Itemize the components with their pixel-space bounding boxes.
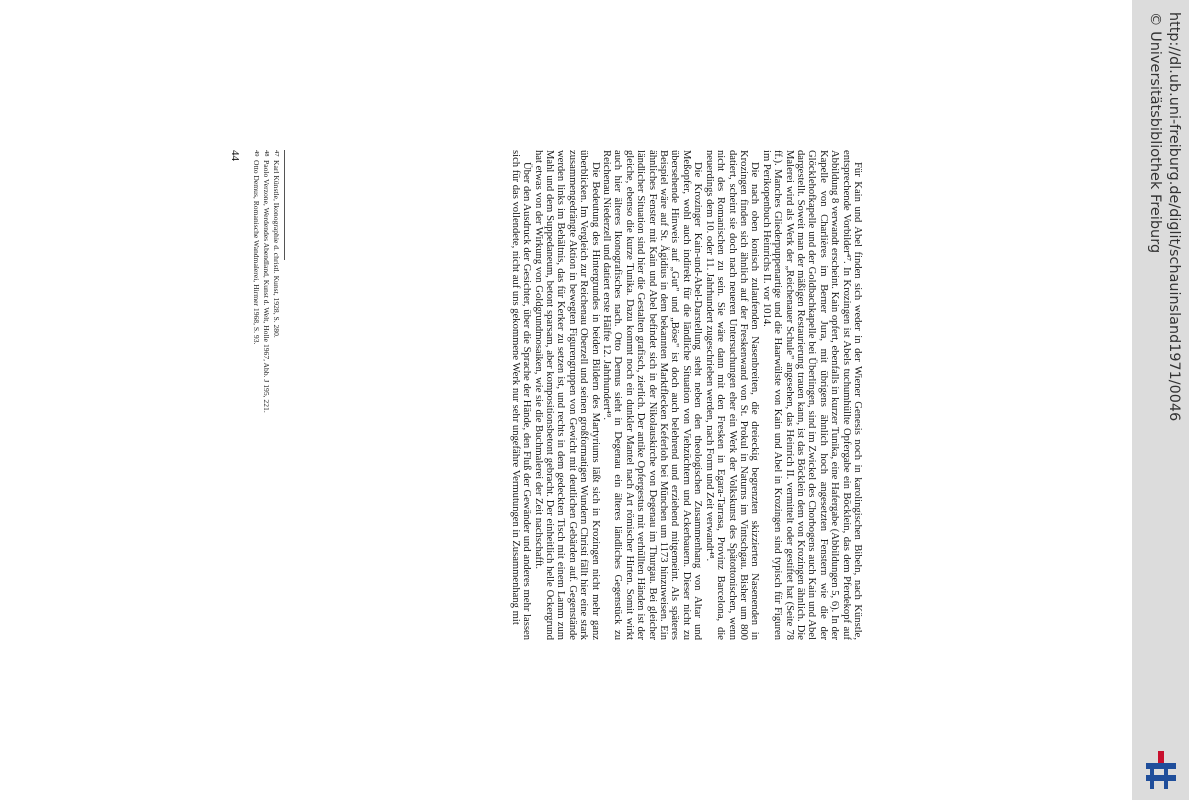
footnote-number: 49 [253,150,260,157]
paragraph: Die Bedeutung des Hintergrundes in beiden Bildern des Martyriums läßt sich in Krozingen nicht mehr ganz überblicken. Im Vergleich zur Reichenau Oberzell und seinen großformatigen Wundern Christi fällt hier eine stark zusammengedrängte Aktion in bewegten Figurengruppen von Gewicht mit deutlichen Gebärden auf. Gegenstände werden links im Behältnis, das für Kerker zu setzen ist, und rechts in dem gedeckten Tisch mit einem Lamm zum Mahl und dem Suppedaneum, betont sparsam, aber kompositionsbetont gebracht. Der einheitlich helle Ockergrund hat etwas von der Wirkung von Goldgrundmosaiken, wie sie die Buchmalerei der Zeit nachschafft. [532,150,601,640]
footnotes [251,150,281,640]
footnote-text: Otto Demus, Romanische Wandmalerei, Hirmer 1968, S. 93. [252,160,261,345]
footnote-rule [284,150,285,260]
paragraph: Für Kain und Abel finden sich weder in der Wiener Genesis noch in karolingischen Bibeln, nach Künstle, entsprechende Vorbilder⁴⁷. In Krozingen ist Abels tuchumhüllte Opfergabe ein Böcklein, das dem Pferdekopf auf Abbildung 8 verwandt erscheint. Kain opfert, ebenfalls in kurzer Tunika, eine Hafergabe (Abbildungen 5, 6). In der Kapelle von Charlières im Berner Jura, mit übrigens ähnlich hoch angesetzten Fenstern wie die der Glöcklehofkapelle und der Goldbachkapelle bei Überlingen, sind im Zwickel des Chorbogens auch Kain und Abel dargestellt. Soweit man der mäßigen Restaurierung trauen kann, ist das Böcklein dem von Krozingen ähnlich. Die Malerei wird als Werk der „Reichenauer Schule" angesehen, das Heinrich II. vermittelt oder gestiftet hat (Seite 78 ff.). Manches Gliederpuppenartige und die Haarwülste von Kain und Abel in Krozingen sind typisch für Figuren im Perikopenbuch Heinrichs II. vor 1014. [760,150,863,640]
footnote-text: Paolo Verzone, Werdendes Abendland, Kunst d. Welt, Holle 1967, Abb. J 195, 221. [262,160,271,413]
footnote-48 [261,150,271,640]
footnote-49 [251,150,261,640]
paragraph: Die nach oben konisch zulaufenden Nasenbreiten, die dreieckig begrenzten skizzierten Nasenenden in Krozingen finden sich ähnlich auf der Freskenwand von St. Prokul in Naturns im Vintschgau. Bisher um 800 datiert, scheint sie doch nach neueren Untersuchungen eher ein Werk der Volkskunst des Spätottonischen, wenn nicht des Romanischen zu sein. Sie wäre dann mit den Fresken in Egara-Tarrasa, Provinz Barcelona, die neuerdings dem 10. oder 11. Jahrhundert zugeschrieben werden, nach Form und Zeit verwandt⁴⁸. [703,150,761,640]
rotated-page [173,150,863,640]
sidebar [1132,0,1189,800]
copyright-notice: © Universitätsbibliothek Freiburg [1147,12,1163,254]
paragraph: Über den Ausdruck der Gesichter, über die Sprache der Hände, den Fluß der Gewänder und anderes mehr lassen sich für das vollendete, nicht auf uns gekommene Werk nur sehr ungefähre Vermutungen in Zusammenhang mit [509,150,533,640]
permalink-url[interactable]: http://dl.ub.uni-freiburg.de/diglit/schauinsland1971/0046 [1166,12,1182,422]
footnote-47 [271,150,281,640]
footnote-number: 47 [273,150,280,157]
sidebar-text [1132,0,1189,800]
page-number: 44 [229,150,241,161]
footnote-number: 48 [263,150,270,157]
footnote-text: Karl Künstle, Ikonographie d. christl. Kunst, 1928, S. 280. [272,160,281,338]
ub-freiburg-logo-icon [1142,745,1182,793]
paragraph: Die Krozinger Kain-und-Abel-Darstellung steht neben den theologischen Zusammenhang von Altar und Meßopfer, wohl auch indirekt für die ländliche Situation von Viehzüchtern und Ackerbauern. Dieser nicht zu übersehende Hinweis auf „Gut" und „Böse" ist doch auch belehrend und erziehend mitgemeint. Als späteres Beispiel wäre auf St. Ägidius in dem bekannten Marktflecken Keferloh bei München um 1173 hinzuweisen. Ein ähnliches Fenster mit Kain und Abel befindet sich in der Nikolauskirche von Degenau im Thurgau. Bei gleicher ländlicher Situation sind hier die Gestalten grafisch, zierlich. Der antike Opfergestus mit verhüllten Händen ist der gleiche, ebenso die kurze Tunika. Dazu kommt noch ein dunkler Mantel nach Art römischer Hirten. Somit wirkt auch hier älteres Ikonografisches nach. Otto Demus sieht in Degenau ein älteres ländliches Gegenstück zu Reichenau Niederzell und datiert erste Hälfte 12. Jahrhundert⁴⁹. [601,150,704,640]
body-text [509,150,863,640]
